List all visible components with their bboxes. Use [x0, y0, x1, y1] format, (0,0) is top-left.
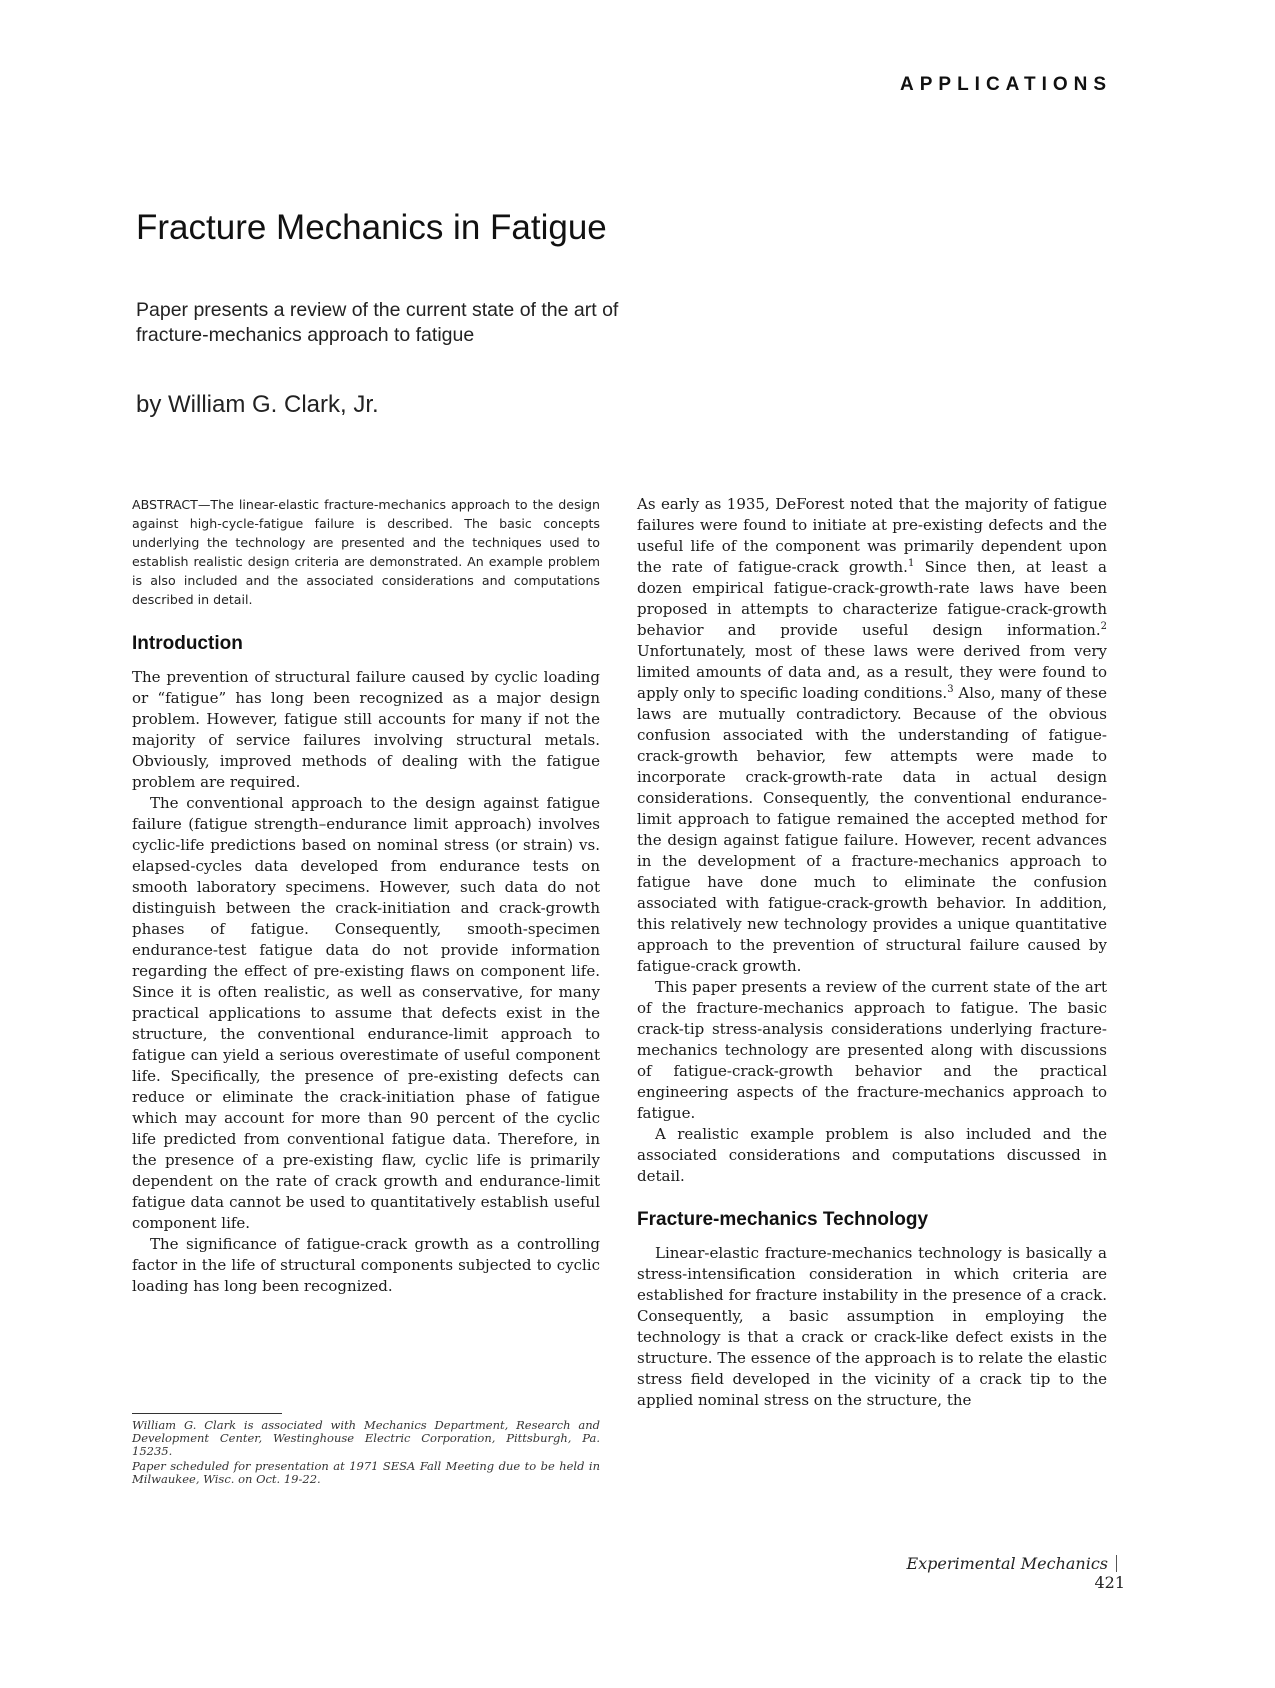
article-subtitle: Paper presents a review of the current state of the art of fracture-mechanics approach to fatigue	[136, 299, 619, 346]
intro-paragraph-3: The significance of fatigue-crack growth as a controlling factor in the life of structural components subjected to cyclic loading has long been recognized.	[132, 1235, 600, 1295]
intro-paragraph-4-part-b: Since then, at least a dozen empirical fatigue-crack-growth-rate laws have been proposed in attempts to characterize fatigue-crack-growth behavior and provide useful design information.	[637, 558, 1107, 639]
folio-separator	[1116, 1555, 1117, 1572]
technology-heading: Fracture-mechanics Technology	[637, 1209, 929, 1230]
abstract: ABSTRACT—The linear-elastic fracture-mechanics approach to the design against high-cycle-fatigue failure is described. The basic concepts underlying the technology are presented and the techniques used to establish realistic design criteria are demonstrated. An example problem is also included and the associated considerations and computations described in detail.	[132, 497, 600, 607]
journal-name: Experimental Mechanics	[906, 1554, 1108, 1573]
intro-paragraph-2: The conventional approach to the design against fatigue failure (fatigue strength–endurance limit approach) involves cyclic-life predictions based on nominal stress (or strain) vs. elapsed-cycles data developed from endurance tests on smooth laboratory specimens. However, such data do not distinguish between the crack-initiation and crack-growth phases of fatigue. Consequently, smooth-specimen endurance-test fatigue data do not provide information regarding the effect of pre-existing flaws on component life. Since it is often realistic, as well as conservative, for many practical applications to assume that defects exist in the structure, the conventional endurance-limit approach to fatigue can yield a serious overestimate of useful component life. Specifically, the presence of pre-existing defects can reduce or eliminate the crack-initiation phase of fatigue which may account for more than 90 percent of the cyclic life predicted from conventional fatigue data. Therefore, in the presence of a pre-existing flaw, cyclic life is primarily dependent on the rate of crack growth and endurance-limit fatigue data cannot be used to quantitatively establish useful component life.	[132, 794, 600, 1232]
technology-paragraph-1: Linear-elastic fracture-mechanics technology is basically a stress-intensification consideration in which criteria are established for fracture instability in the presence of a crack. Consequently, a basic assumption in employing the technology is that a crack or crack-like defect exists in the structure. The essence of the approach is to relate the elastic stress field developed in the vicinity of a crack tip to the applied nominal stress on the structure, the	[637, 1244, 1107, 1409]
author-byline: by William G. Clark, Jr.	[136, 391, 379, 418]
intro-paragraph-6: A realistic example problem is also included and the associated considerations and computations discussed in detail.	[637, 1125, 1107, 1185]
reference-marker-3: 3	[947, 684, 954, 695]
intro-paragraph-4-part-a: As early as 1935, DeForest noted that the majority of fatigue failures were found to initiate at pre-existing defects and the useful life of the component was primarily dependent upon the rate of fatigue-crack growth.	[637, 495, 1107, 576]
page-number: 421	[1094, 1573, 1125, 1592]
footnote-divider	[132, 1413, 282, 1414]
article-title: Fracture Mechanics in Fatigue	[136, 208, 607, 247]
reference-marker-2: 2	[1100, 621, 1107, 632]
intro-paragraph-1: The prevention of structural failure caused by cyclic loading or “fatigue” has long been recognized as a major design problem. However, fatigue still accounts for many if not the majority of service failures involving structural metals. Obviously, improved methods of dealing with the fatigue problem are required.	[132, 668, 600, 791]
intro-paragraph-5: This paper presents a review of the current state of the art of the fracture-mechanics approach to fatigue. The basic crack-tip stress-analysis considerations underlying fracture-mechanics technology are presented along with discussions of fatigue-crack-growth behavior and the practical engineering aspects of the fracture-mechanics approach to fatigue.	[637, 978, 1107, 1122]
left-column	[132, 495, 600, 1297]
intro-paragraph-4-part-c: Unfortunately, most of these laws were derived from very limited amounts of data and, as a result, they were found to apply only to specific loading conditions.	[637, 642, 1107, 702]
intro-paragraph-4	[637, 494, 1107, 977]
footnote-affiliation: William G. Clark is associated with Mechanics Department, Research and Development Center, Westinghouse Electric Corporation, Pittsburgh, Pa. 15235.	[132, 1418, 600, 1458]
introduction-heading: Introduction	[132, 633, 243, 654]
intro-paragraph-4-part-d: Also, many of these laws are mutually contradictory. Because of the obvious confusion associated with the understanding of fatigue-crack-growth behavior, few attempts were made to incorporate crack-growth-rate data in actual design considerations. Consequently, the conventional endurance-limit approach to fatigue remained the accepted method for the design against fatigue failure. However, recent advances in the development of a fracture-mechanics approach to fatigue have done much to eliminate the confusion associated with fatigue-crack-growth behavior. In addition, this relatively new technology provides a unique quantitative approach to the prevention of structural failure caused by fatigue-crack growth.	[637, 684, 1107, 975]
right-column	[637, 494, 1107, 1411]
reference-marker-1: 1	[907, 558, 915, 569]
footnotes	[132, 1419, 600, 1488]
footnote-scheduled: Paper scheduled for presentation at 1971 SESA Fall Meeting due to be held in Milwaukee, Wisc. on Oct. 19-22.	[132, 1459, 600, 1486]
section-label: APPLICATIONS	[900, 74, 1113, 95]
page-folio	[885, 1554, 1125, 1592]
